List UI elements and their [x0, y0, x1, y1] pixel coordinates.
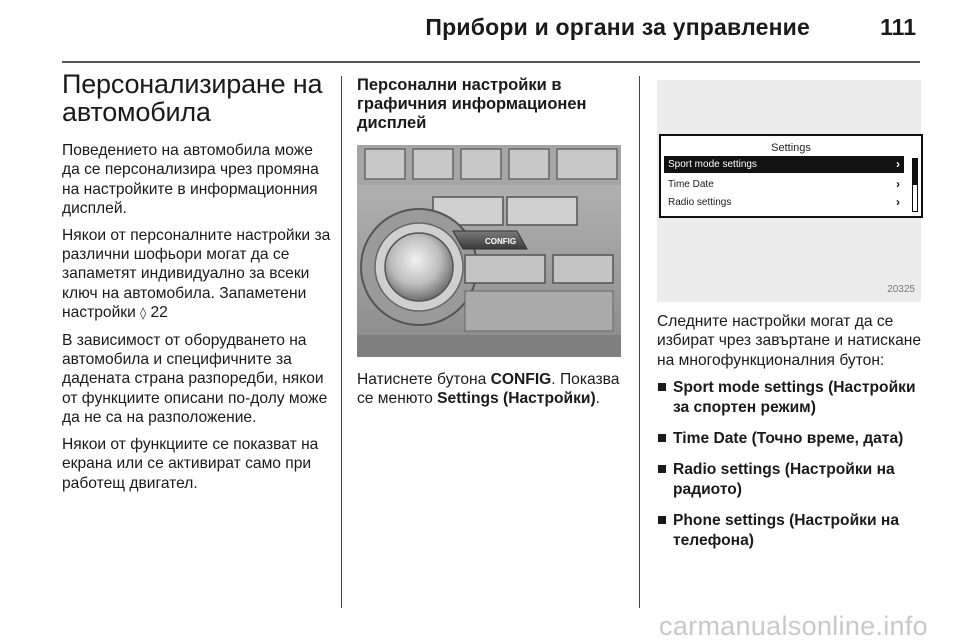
config-button-label: CONFIG [485, 237, 517, 246]
caption-end: . [595, 390, 601, 408]
paragraph-2-text: Някои от персоналните настройки за различни шофьори могат да се запаметят индивидуално за всеки ключ на автомобила. Запаметени настройки [62, 226, 331, 322]
subsection-heading: Персонални настройки в графичния информационен дисплей [357, 76, 587, 132]
page-reference-icon: ◊ [140, 306, 147, 321]
settings-intro: Следните настройки могат да се избират чрез завъртане и натискане на многофункционалния бутон: [657, 313, 922, 369]
figure-caption [357, 370, 625, 409]
list-item: Phone settings (Настройки на телефона) [657, 511, 927, 550]
paragraph-2 [62, 226, 332, 324]
paragraph-3: В зависимост от оборудването на автомобила и специфичните за дадената страна разпоредби, някои от функциите описани по-долу може да не са на разположение. [62, 331, 328, 427]
column-personalization [62, 70, 332, 500]
column-divider-1 [341, 76, 342, 608]
scrollbar-thumb[interactable] [913, 159, 917, 185]
figure-number: 20325 [887, 283, 915, 295]
info-display-screen [659, 134, 923, 218]
config-button-photo [357, 145, 621, 357]
settings-screen-figure [657, 80, 921, 302]
menu-item-label: Time Date [668, 179, 714, 190]
menu-item-label: Sport mode settings [668, 159, 757, 170]
column-settings-list [657, 70, 927, 562]
header-divider [62, 61, 920, 63]
caption-config: CONFIG [490, 371, 552, 388]
menu-item-label: Radio settings [668, 197, 732, 208]
column-divider-2 [639, 76, 640, 608]
paragraph-1: Поведението на автомобила може да се персонализира чрез промяна на настройките в информационния дисплей. [62, 142, 319, 218]
settings-options-list [657, 378, 927, 550]
caption-settings: Settings (Настройки) [437, 390, 596, 408]
chevron-right-icon: › [896, 177, 900, 191]
screen-scrollbar[interactable] [912, 158, 918, 212]
list-item: Sport mode settings (Настройки за спортен режим) [657, 378, 927, 417]
caption-text-1: Натиснете бутона [357, 371, 487, 388]
menu-item-sport-mode[interactable] [664, 156, 904, 173]
column-graphic-display [357, 70, 625, 416]
caption-text-2: . Показва се менюто [357, 371, 620, 408]
page-header-title: Прибори и органи за управление [425, 14, 810, 40]
list-item: Radio settings (Настройки на радиото) [657, 460, 927, 499]
menu-item-radio-settings[interactable] [664, 194, 904, 211]
paragraph-4: Някои от функциите се показват на екрана или се активират само при работещ двигател. [62, 435, 319, 492]
section-heading: Персонализиране на автомобила [62, 69, 323, 127]
chevron-right-icon: › [896, 157, 900, 171]
menu-item-time-date[interactable] [664, 176, 904, 193]
page-number: 111 [880, 14, 916, 40]
page-reference-number[interactable]: 22 [150, 304, 168, 322]
watermark: carmanualsonline.info [659, 611, 928, 641]
list-item: Time Date (Точно време, дата) [657, 429, 927, 448]
screen-title: Settings [771, 142, 811, 154]
chevron-right-icon: › [896, 195, 900, 209]
